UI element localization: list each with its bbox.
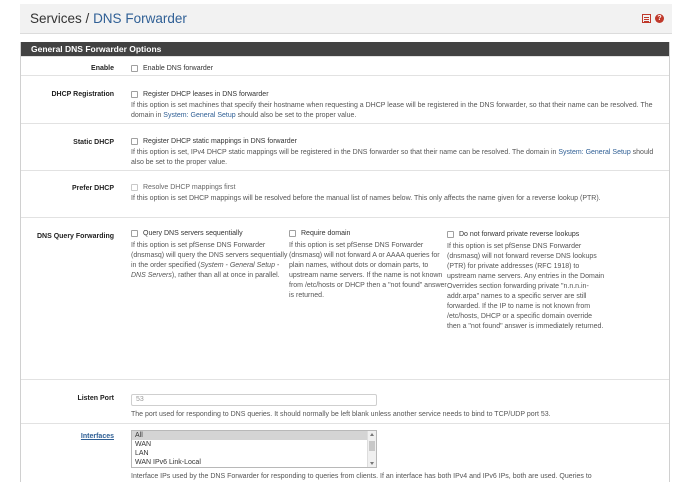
general-options-panel xyxy=(20,42,670,482)
breadcrumb-dns-forwarder[interactable]: DNS Forwarder xyxy=(93,11,187,26)
private-reverse-help: If this option is set pfSense DNS Forwarder (dnsmasq) will not forward reverse DNS lookups (PTR) for private addresses (RFC 1918) to upstream name servers. Any entries in the Domain Overrides section forwarding private "n.n.n.in-addr.arpa" names to a specific server are still forwarded. If the IP to name is not known from /etc/hosts, DHCP or a specific domain override then a "not found" answer is immediately returned. xyxy=(447,243,605,330)
dhcp-registration-checkbox[interactable] xyxy=(131,91,138,98)
enable-checkbox-label[interactable]: Enable DNS forwarder xyxy=(143,65,214,72)
enable-checkbox[interactable] xyxy=(131,65,138,72)
scroll-down-icon[interactable] xyxy=(370,462,374,465)
static-dhcp-help: If this option is set, IPv4 DHCP static mappings will be registered in the DNS forwarder so that their name can be resolved. The domain in System: General Setup should also be set to the proper value. xyxy=(131,149,654,166)
dhcp-registration-checkbox-label[interactable]: Register DHCP leases in DNS forwarder xyxy=(143,91,269,98)
listen-port-input[interactable]: 53 xyxy=(131,394,377,406)
dhcp-registration-help: If this option is set machines that specify their hostname when requesting a DHCP lease will be registered in the DNS forwarder, so that their name can be resolved. The domain in System: General Setup should also be set to the proper value. xyxy=(131,102,653,119)
listen-port-help: The port used for responding to DNS queries. It should normally be left blank unless another service needs to bind to TCP/UDP port 53. xyxy=(131,411,551,418)
interfaces-select[interactable] xyxy=(131,430,377,468)
row-dhcp-registration xyxy=(21,75,669,123)
interface-option-lan[interactable]: LAN xyxy=(135,450,149,457)
interface-option-all[interactable]: All xyxy=(132,431,376,440)
system-general-setup-link[interactable]: System: General Setup xyxy=(163,112,236,119)
require-domain-checkbox-label[interactable]: Require domain xyxy=(301,230,351,237)
breadcrumb-services[interactable]: Services xyxy=(30,11,82,26)
require-domain-help: If this option is set pfSense DNS Forwarder (dnsmasq) will not forward A or AAAA queries for plain names, without dots or domain parts, to upstream name servers. If the name is not known from /etc/hosts or DHCP then a "not found" answer is returned. xyxy=(289,242,447,299)
prefer-dhcp-label: Prefer DHCP xyxy=(71,185,114,192)
require-domain-checkbox[interactable] xyxy=(289,230,296,237)
list-icon[interactable] xyxy=(642,14,651,23)
query-sequential-checkbox[interactable] xyxy=(131,230,138,237)
query-sequential-help: If this option is set pfSense DNS Forwarder (dnsmasq) will query the DNS servers sequentially in the order specified (System - General Setup - DNS Servers), rather than all at once in parallel. xyxy=(131,242,288,279)
row-prefer-dhcp xyxy=(21,170,669,217)
row-dns-query-forwarding xyxy=(21,217,669,379)
require-domain-column xyxy=(289,230,447,332)
interface-option-wan[interactable]: WAN xyxy=(135,441,152,448)
prefer-dhcp-checkbox-label[interactable]: Resolve DHCP mappings first xyxy=(143,184,236,191)
private-reverse-checkbox[interactable] xyxy=(447,231,454,238)
interfaces-label[interactable]: Interfaces xyxy=(80,433,114,440)
interfaces-help: Interface IPs used by the DNS Forwarder for responding to queries from clients. If an interface has both IPv4 and IPv6 IPs, both are used. Queries to xyxy=(131,473,592,480)
static-dhcp-checkbox[interactable] xyxy=(131,138,138,145)
scroll-up-icon[interactable] xyxy=(370,433,374,436)
panel-title: General DNS Forwarder Options xyxy=(21,42,669,56)
page-header xyxy=(20,4,672,34)
interface-option-wan-ipv6-link-local[interactable]: WAN IPv6 Link-Local xyxy=(135,459,201,466)
private-reverse-checkbox-label[interactable]: Do not forward private reverse lookups xyxy=(459,231,580,238)
row-static-dhcp xyxy=(21,123,669,170)
static-dhcp-checkbox-label[interactable]: Register DHCP static mappings in DNS forwarder xyxy=(143,138,297,145)
row-enable xyxy=(21,56,669,75)
prefer-dhcp-checkbox[interactable] xyxy=(131,184,138,191)
row-listen-port xyxy=(21,379,669,423)
help-icon[interactable]: ? xyxy=(655,14,664,23)
breadcrumb-separator: / xyxy=(85,11,90,26)
dhcp-registration-label: DHCP Registration xyxy=(51,91,114,98)
interfaces-scrollbar[interactable] xyxy=(367,431,376,467)
dns-query-forwarding-label: DNS Query Forwarding xyxy=(36,233,114,240)
query-sequential-column xyxy=(131,230,289,332)
row-interfaces xyxy=(21,423,669,483)
private-reverse-column xyxy=(447,230,605,332)
scrollbar-thumb[interactable] xyxy=(369,441,375,451)
header-icons xyxy=(642,14,664,23)
query-sequential-checkbox-label[interactable]: Query DNS servers sequentially xyxy=(143,230,243,237)
prefer-dhcp-help: If this option is set DHCP mappings will be resolved before the manual list of names below. This only affects the name given for a reverse lookup (PTR). xyxy=(131,195,601,202)
system-general-setup-link-2[interactable]: System: General Setup xyxy=(558,149,631,156)
breadcrumb xyxy=(30,11,187,26)
enable-label: Enable xyxy=(91,65,114,72)
listen-port-label: Listen Port xyxy=(77,395,114,402)
static-dhcp-label: Static DHCP xyxy=(73,139,114,146)
